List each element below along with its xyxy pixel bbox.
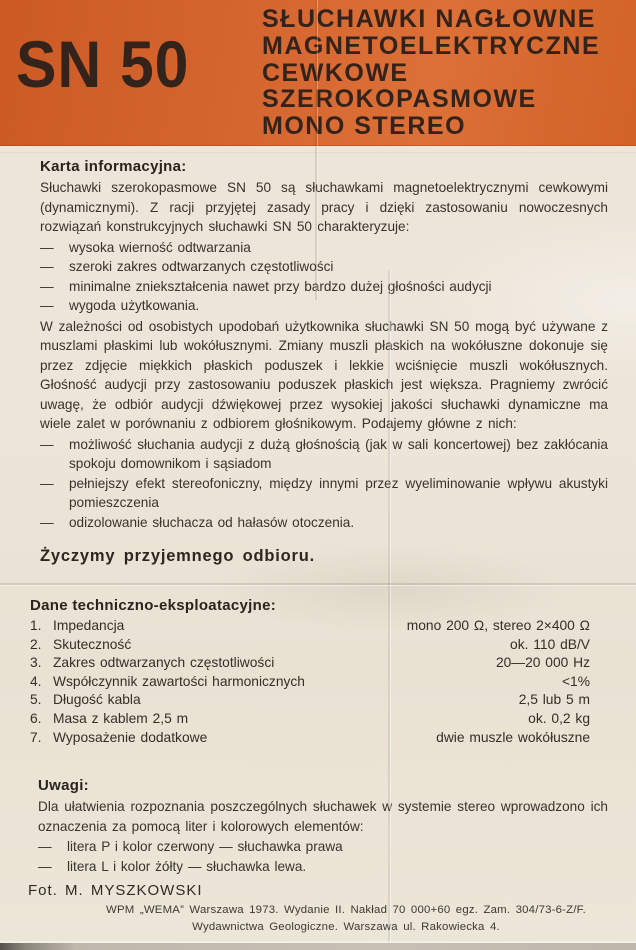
dash-bullet: — xyxy=(40,259,54,274)
feature-text: wygoda użytkowania. xyxy=(69,298,200,313)
spec-number: 3. xyxy=(30,655,42,671)
notes-list xyxy=(38,837,608,876)
feature-item xyxy=(40,296,608,316)
notes-heading: Uwagi: xyxy=(38,777,89,794)
feature-text: minimalne zniekształcenia nawet przy bardzo dużej głośności audycji xyxy=(69,278,492,294)
spec-value: ok. 110 dB/V xyxy=(510,636,590,652)
spec-label: Długość kabla xyxy=(53,692,141,708)
spec-number: 2. xyxy=(30,636,42,652)
spec-value: dwie muszle wokółuszne xyxy=(436,729,590,745)
masthead xyxy=(0,0,636,146)
note-text: litera L i kolor żółty — słuchawka lewa. xyxy=(67,858,307,874)
product-title-line: SŁUCHAWKI NAGŁOWNE xyxy=(262,5,596,33)
dash-bullet: — xyxy=(38,839,52,854)
benefit-text: odizolowanie słuchacza od hałasów otoczenia. xyxy=(69,514,355,530)
model-number: SN 50 xyxy=(16,27,190,101)
spec-label: Skuteczność xyxy=(53,636,132,652)
spec-label: Wyposażenie dodatkowe xyxy=(53,729,208,745)
benefit-text: pełniejszy efekt stereofoniczny, między innymi przez wyeliminowanie wpływu akustyki pomieszczenia xyxy=(69,475,608,510)
spec-number: 4. xyxy=(30,673,42,689)
imprint xyxy=(28,882,616,936)
feature-item xyxy=(40,277,608,297)
spec-label: Impedancja xyxy=(53,618,125,633)
imprint-line: Wydawnictwa Geologiczne. Warszawa ul. Rakowiecka 4. xyxy=(192,921,500,933)
info-section xyxy=(40,158,608,583)
notes-section xyxy=(38,777,608,877)
feature-item xyxy=(40,238,608,258)
features-list xyxy=(40,238,608,316)
spec-row xyxy=(30,636,608,655)
product-title-line: MAGNETOELEKTRYCZNE xyxy=(262,31,601,60)
benefit-item xyxy=(40,435,608,474)
fold-crease-horizontal xyxy=(0,583,636,585)
note-item xyxy=(38,837,608,857)
product-title-line: MONO STEREO xyxy=(262,112,467,141)
spec-number: 6. xyxy=(30,710,42,726)
specs-heading: Dane techniczno-eksploatacyjne: xyxy=(30,597,277,614)
info-paragraph: W zależności od osobistych upodobań użytkownika słuchawki SN 50 mogą być używane z muszlami płaskimi lub wokółusznymi. Zmiany muszli płaskich na wokółuszne dokonuje się przez zdjęcie miękkich płaskich poduszek i lekkie wciśnięcie muszli wokółusznych. Głośność audycji przy zastosowaniu poduszek płaskich jest większa. Pragniemy zwrócić uwagę, że odbiór audycji dźwiękowej przez wysokiej jakości słuchawki dynamiczne ma wiele zalet w porównaniu z odbiorem głośnikowym. Podajemy główne z nich: xyxy=(40,318,608,431)
dash-bullet: — xyxy=(40,239,54,255)
benefit-item xyxy=(40,513,608,533)
scan-edge xyxy=(0,943,636,950)
spec-number: 5. xyxy=(30,692,42,708)
spec-value: ok. 0,2 kg xyxy=(528,710,590,726)
info-intro: Słuchawki szerokopasmowe SN 50 są słuchawkami magnetoelektrycznymi cewkowymi (dynamicznymi). Z racji przyjętej zasady pracy i dzięki zastosowaniu nowoczesnych rozwiązań konstrukcyjnych słuchawki SN 50 charakteryzuje: xyxy=(40,180,608,234)
spec-label: Zakres odtwarzanych częstotliwości xyxy=(53,655,275,671)
spec-value: 20—20 000 Hz xyxy=(495,655,590,671)
dash-bullet: — xyxy=(40,514,54,530)
spec-row xyxy=(30,691,608,710)
closing-note: Życzymy przyjemnego odbioru. xyxy=(40,547,316,565)
imprint-line: WPM „WEMA” Warszawa 1973. Wydanie II. Nakład 70 000+60 egz. Zam. 304/73-6-Z/F. xyxy=(106,904,586,916)
specs-section xyxy=(30,597,608,747)
note-item xyxy=(38,857,608,877)
info-heading: Karta informacyjna: xyxy=(40,158,187,175)
spec-value: <1% xyxy=(562,673,590,689)
feature-text: wysoka wierność odtwarzania xyxy=(69,239,251,255)
photo-credit: Fot. M. MYSZKOWSKI xyxy=(28,882,203,899)
note-text: litera P i kolor czerwony — słuchawka prawa xyxy=(67,839,343,854)
benefits-list xyxy=(40,435,608,533)
notes-intro: Dla ułatwienia rozpoznania poszczególnych słuchawek w systemie stereo wprowadzono ich oznaczenia za pomocą liter i kolorowych elementów: xyxy=(38,799,608,834)
spec-label: Współczynnik zawartości harmonicznych xyxy=(53,673,305,689)
spec-number: 7. xyxy=(30,729,42,745)
spec-row xyxy=(30,654,608,673)
spec-row xyxy=(30,617,608,636)
product-title-line: SZEROKOPASMOWE xyxy=(262,85,537,114)
dash-bullet: — xyxy=(38,858,52,874)
dash-bullet: — xyxy=(40,436,54,452)
product-title-line: CEWKOWE xyxy=(262,58,409,87)
fold-crease-horizontal xyxy=(0,152,636,153)
spec-label: Masa z kablem 2,5 m xyxy=(53,710,189,726)
spec-value: 2,5 lub 5 m xyxy=(518,692,590,708)
spec-number: 1. xyxy=(30,618,42,633)
benefit-text: możliwość słuchania audycji z dużą głośnością (jak w sali koncertowej) bez zakłócania spokoju domownikom i sąsiadom xyxy=(69,436,608,471)
feature-item xyxy=(40,257,608,277)
dash-bullet: — xyxy=(40,278,54,294)
product-title xyxy=(262,6,600,140)
dash-bullet: — xyxy=(40,475,54,491)
benefit-item xyxy=(40,474,608,513)
dash-bullet: — xyxy=(40,298,54,313)
spec-row xyxy=(30,710,608,729)
spec-value: mono 200 Ω, stereo 2×400 Ω xyxy=(406,618,590,633)
spec-row xyxy=(30,673,608,692)
spec-row xyxy=(30,729,608,748)
feature-text: szeroki zakres odtwarzanych częstotliwości xyxy=(69,259,334,274)
